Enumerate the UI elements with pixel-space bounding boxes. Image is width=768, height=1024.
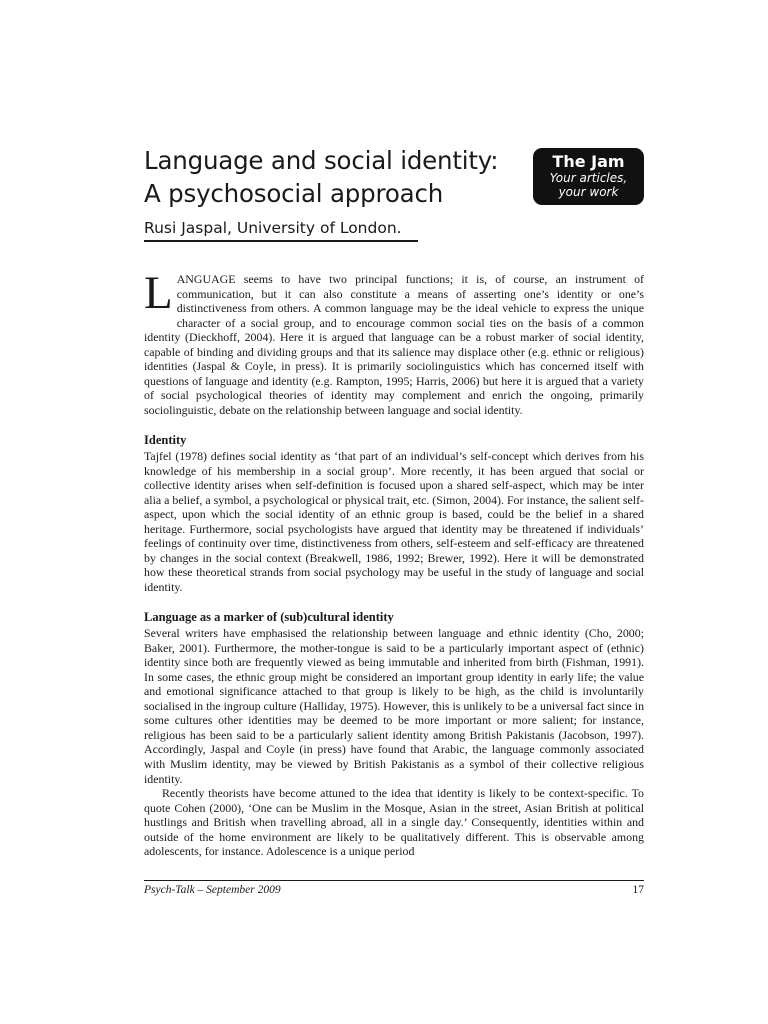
section-heading-identity: Identity (144, 433, 187, 448)
title-line-2: A psychosocial approach (144, 179, 444, 208)
author-line: Rusi Jaspal, University of London. (144, 219, 402, 237)
intro-text: seems to have two principal functions; it is, of course, an instrument of communication, but it can also constitute a means of asserting one’s identity or one’s distinctiveness from others. A common language may be the ideal vehicle to express the unique character of a social group, and to encourage common social ties on the basis of a common identity (Dieckhoff, 2004). Here it is argued that language can be a robust marker of social identity, capable of binding and dividing groups and that its salience may displace other (e.g. ethnic or religious) identities (Jaspal & Coyle, in press). It is primarily sociolinguistics which has concerned itself with questions of language and identity (e.g. Rampton, 1995; Harris, 2006) but here it is argued that a variety of social psychological theories of identity may complement and enrich the ongoing, primarily sociolinguistic, debate on the relationship between language and social identity. (144, 272, 644, 417)
badge-title: The Jam (552, 152, 625, 171)
article-header (144, 144, 524, 237)
intro-lead: ANGUAGE (176, 272, 236, 286)
the-jam-badge (533, 148, 644, 205)
article-title (144, 144, 524, 210)
intro-paragraph (144, 267, 644, 417)
badge-line-2: your work (558, 185, 619, 199)
title-line-1: Language and social identity: (144, 146, 499, 175)
footer-divider (144, 880, 644, 881)
page-number: 17 (632, 884, 644, 896)
footer-journal: Psych-Talk – September 2009 (144, 884, 281, 896)
language-marker-paragraph: Several writers have emphasised the relationship between language and ethnic identity (Cho, 2000; Baker, 2001). Furthermore, the mother-tongue is said to be a particularly important aspect of (ethnic) identity since both are frequently viewed as being immutable and inherited from birth (Fishman, 1991). In some cases, the ethnic group might be considered an important group identity in early life; the value and emotional significance attached to that group is likely to be high, as the child is involuntarily socialised in the ingroup culture (Halliday, 1975). However, this is unlikely to be a universal fact since in some cultures other identities may be deemed to be more important or more salient; for instance, religious has been said to be a particularly salient identity among British Pakistanis (Jacobson, 1997). Accordingly, Jaspal and Coyle (in press) have found that Arabic, the language commonly associated with Muslim identity, may be viewed by British Pakistanis as a symbol of their collective religious identity. (144, 626, 645, 786)
title-divider (144, 240, 418, 242)
badge-line-1: Your articles, (549, 171, 628, 185)
article-body (144, 267, 645, 859)
section-heading-language-marker: Language as a marker of (sub)cultural identity (144, 610, 394, 625)
drop-cap: L (144, 267, 173, 319)
identity-paragraph: Tajfel (1978) defines social identity as ‘that part of an individual’s self-concept which derives from his knowledge of his membership in a social group’. More recently, it has been argued that social or collective identity arises when self-definition is focused upon a shared self-aspect, which may be inter alia a belief, a symbol, a psychological or physical trait, etc. (Simon, 2004). For instance, the salient self-aspect, upon which the social identity of an ethnic group is based, could be the belief in a shared heritage. Furthermore, social psychologists have argued that identity may be threatened if individuals’ feelings of continuity over time, distinctiveness from others, self-esteem and self-efficacy are threatened by changes in the social context (Breakwell, 1986, 1992; Brewer, 1992). Here it will be demonstrated how these theoretical strands from social psychology may be useful in the study of language and social identity. (144, 449, 644, 594)
language-marker-paragraph-2: Recently theorists have become attuned to the idea that identity is likely to be context-specific. To quote Cohen (2000), ‘One can be Muslim in the Mosque, Asian in the street, Asian British at political hustlings and British when travelling abroad, all in a single day.’ Consequently, identities within and outside of the home environment are likely to be qualitatively different. This is observable among adolescents, for instance. Adolescence is a unique period (144, 786, 644, 859)
